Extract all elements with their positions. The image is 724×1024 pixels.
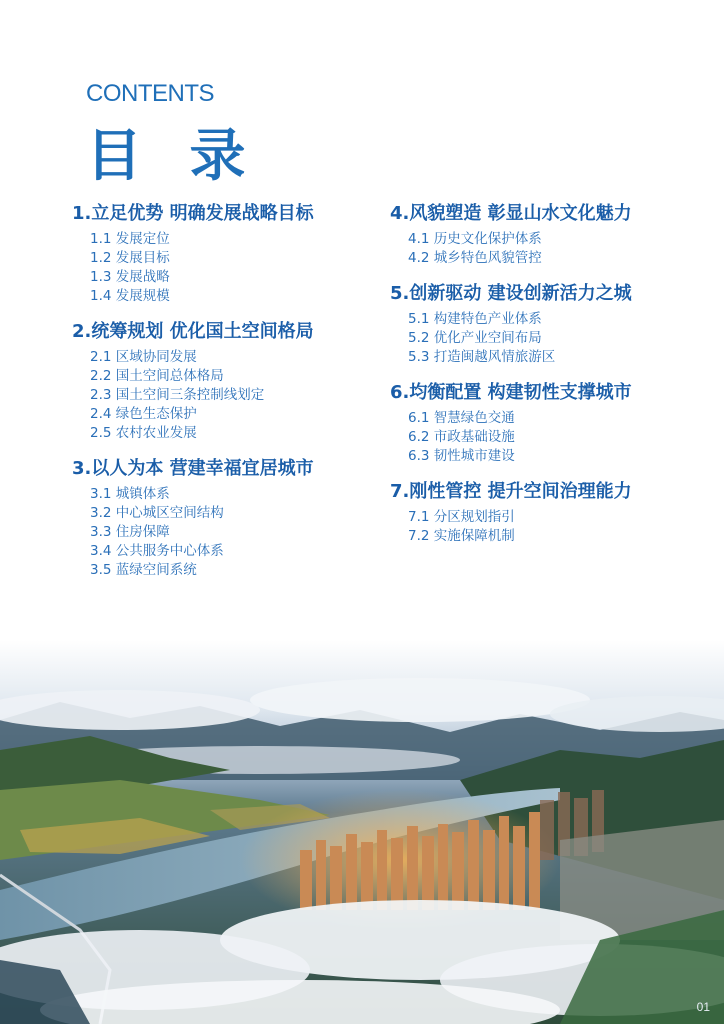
toc-item[interactable]: 2.2 国土空间总体格局	[90, 368, 224, 384]
toc-item[interactable]: 1.1 发展定位	[90, 231, 170, 247]
toc-item[interactable]: 3.4 公共服务中心体系	[90, 543, 224, 559]
toc-item[interactable]: 1.4 发展规模	[90, 288, 170, 304]
toc-item[interactable]: 2.5 农村农业发展	[90, 425, 197, 441]
toc-item[interactable]: 6.1 智慧绿色交通	[408, 410, 515, 426]
toc-section-4	[390, 202, 710, 268]
toc-column-right	[390, 202, 710, 560]
toc-item[interactable]: 3.1 城镇体系	[90, 486, 170, 502]
toc-item[interactable]: 7.1 分区规划指引	[408, 509, 515, 525]
toc-section-3	[72, 457, 392, 580]
toc-item[interactable]: 3.2 中心城区空间结构	[90, 505, 224, 521]
toc-column-left	[72, 202, 392, 594]
toc-item[interactable]: 6.3 韧性城市建设	[408, 448, 515, 464]
toc-section-title[interactable]: 1.立足优势 明确发展战略目标	[72, 203, 314, 224]
toc-item[interactable]: 1.2 发展目标	[90, 250, 170, 266]
toc-item[interactable]: 3.5 蓝绿空间系统	[90, 562, 197, 578]
page-number: 01	[696, 1000, 710, 1014]
toc-section-title[interactable]: 5.创新驱动 建设创新活力之城	[390, 283, 632, 304]
toc-section-title[interactable]: 6.均衡配置 构建韧性支撑城市	[390, 382, 632, 403]
contents-label: CONTENTS	[86, 80, 214, 107]
toc-section-2	[72, 320, 392, 443]
toc-item[interactable]: 4.2 城乡特色风貌管控	[408, 250, 542, 266]
toc-item[interactable]: 5.2 优化产业空间布局	[408, 330, 542, 346]
toc-section-title[interactable]: 7.刚性管控 提升空间治理能力	[390, 481, 632, 502]
toc-item[interactable]: 4.1 历史文化保护体系	[408, 231, 542, 247]
toc-item[interactable]: 5.1 构建特色产业体系	[408, 311, 542, 327]
toc-item[interactable]: 6.2 市政基础设施	[408, 429, 515, 445]
toc-item[interactable]: 2.3 国土空间三条控制线划定	[90, 387, 265, 403]
toc-item[interactable]: 7.2 实施保障机制	[408, 528, 515, 544]
toc-section-title[interactable]: 4.风貌塑造 彰显山水文化魅力	[390, 203, 632, 224]
toc-item[interactable]: 3.3 住房保障	[90, 524, 170, 540]
page-title: 目 录	[86, 124, 260, 189]
toc-section-title[interactable]: 3.以人为本 营建幸福宜居城市	[72, 458, 314, 479]
toc-item[interactable]: 2.4 绿色生态保护	[90, 406, 197, 422]
toc-section-5	[390, 282, 710, 367]
toc-section-title[interactable]: 2.统筹规划 优化国土空间格局	[72, 321, 314, 342]
toc-section-7	[390, 480, 710, 546]
toc-item[interactable]: 2.1 区域协同发展	[90, 349, 197, 365]
city-aerial-photo	[0, 640, 724, 1024]
toc-section-6	[390, 381, 710, 466]
toc-section-1	[72, 202, 392, 306]
toc-item[interactable]: 1.3 发展战略	[90, 269, 170, 285]
toc-item[interactable]: 5.3 打造闽越风情旅游区	[408, 349, 556, 365]
